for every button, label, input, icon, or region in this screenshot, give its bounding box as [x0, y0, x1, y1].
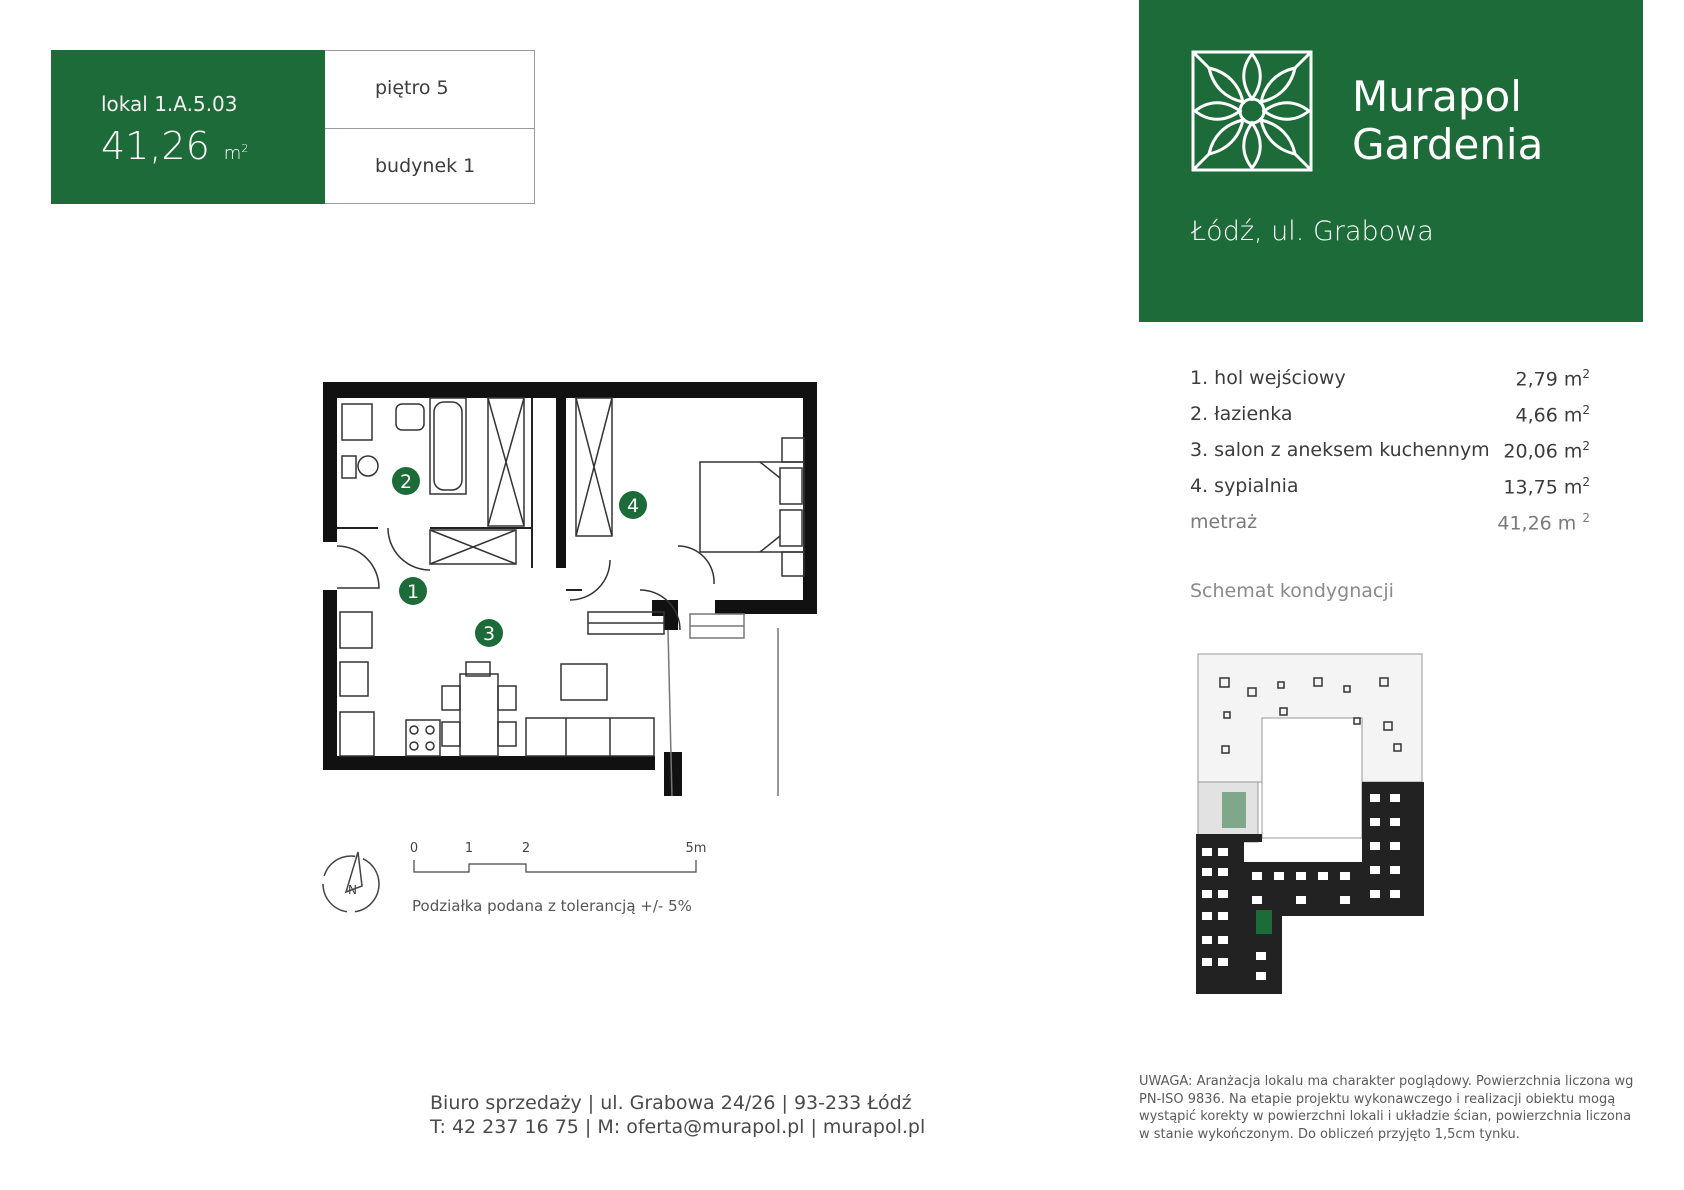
- building-label: budynek 1: [375, 155, 476, 177]
- scale-tick-label: 5m: [685, 841, 707, 856]
- room-areas-table: [1190, 363, 1590, 543]
- room-row: [1190, 471, 1590, 507]
- scale-bar: [408, 840, 708, 884]
- scale-tick-label: 2: [521, 841, 531, 856]
- room-label: 2. łazienka: [1190, 403, 1293, 425]
- compass-icon: [318, 846, 388, 916]
- room-area: 20,06 $m^2$: [1503, 439, 1590, 463]
- compass-label: N: [348, 883, 357, 897]
- unit-number: lokal 1.A.5.03: [101, 92, 238, 116]
- unit-info-box: [325, 50, 535, 204]
- scale-tick-label: 1: [464, 841, 474, 856]
- unit-area-value: 41,26: [101, 124, 210, 168]
- brand-panel: [1139, 0, 1643, 322]
- unit-area-unit: $m^2$: [223, 142, 249, 164]
- room-label: 4. sypialnia: [1190, 475, 1299, 497]
- room-marker-label: 3: [482, 623, 496, 645]
- room-area: 2,79 $m^2$: [1515, 367, 1590, 391]
- room-marker-label: 2: [399, 471, 413, 493]
- room-label: 3. salon z aneksem kuchennym: [1190, 439, 1490, 461]
- unit-area: [101, 124, 248, 168]
- sales-office-address: Biuro sprzedaży | ul. Grabowa 24/26 | 93-233 Łódź: [430, 1092, 912, 1114]
- apartment-floor-plan: [320, 382, 820, 796]
- flower-lattice-logo-icon: [1191, 50, 1313, 172]
- floor-schema-map: [1194, 652, 1426, 997]
- total-area-row: [1190, 507, 1590, 543]
- room-label: 1. hol wejściowy: [1190, 367, 1346, 389]
- scale-note: Podziałka podana z tolerancją +/- 5%: [412, 897, 692, 915]
- room-area: 4,66 $m^2$: [1515, 403, 1590, 427]
- room-row: [1190, 399, 1590, 435]
- room-row: [1190, 435, 1590, 471]
- unit-summary-box: [51, 50, 325, 204]
- disclaimer-notice: UWAGA: Aranżacja lokalu ma charakter poglądowy. Powierzchnia liczona wg PN-ISO 9836. Na etapie projektu wykonawczego i realizacji obiektu mogą wystąpić korekty w powierzchni lokali i układzie ścian, powierzchnia liczona w stanie wykończonym. Do obliczeń przyjęto 1,5cm tynku.: [1139, 1074, 1634, 1142]
- floor-label: piętro 5: [375, 77, 449, 99]
- info-divider: [325, 128, 535, 129]
- scale-tick-label: 0: [409, 841, 419, 856]
- brand-name-line1: Murapol: [1352, 72, 1522, 121]
- room-marker-label: 4: [626, 495, 640, 517]
- total-area: 41,26 m $^2$: [1497, 511, 1590, 535]
- room-row: [1190, 363, 1590, 399]
- room-marker-label: 1: [406, 581, 420, 603]
- total-label: metraż: [1190, 511, 1258, 533]
- brand-address: Łódź, ul. Grabowa: [1191, 216, 1434, 247]
- floor-schema-title: Schemat kondygnacji: [1190, 580, 1394, 602]
- room-area: 13,75 $m^2$: [1503, 475, 1590, 499]
- sales-office-contact: T: 42 237 16 75 | M: oferta@murapol.pl | murapol.pl: [430, 1116, 926, 1138]
- brand-name-line2: Gardenia: [1352, 120, 1544, 169]
